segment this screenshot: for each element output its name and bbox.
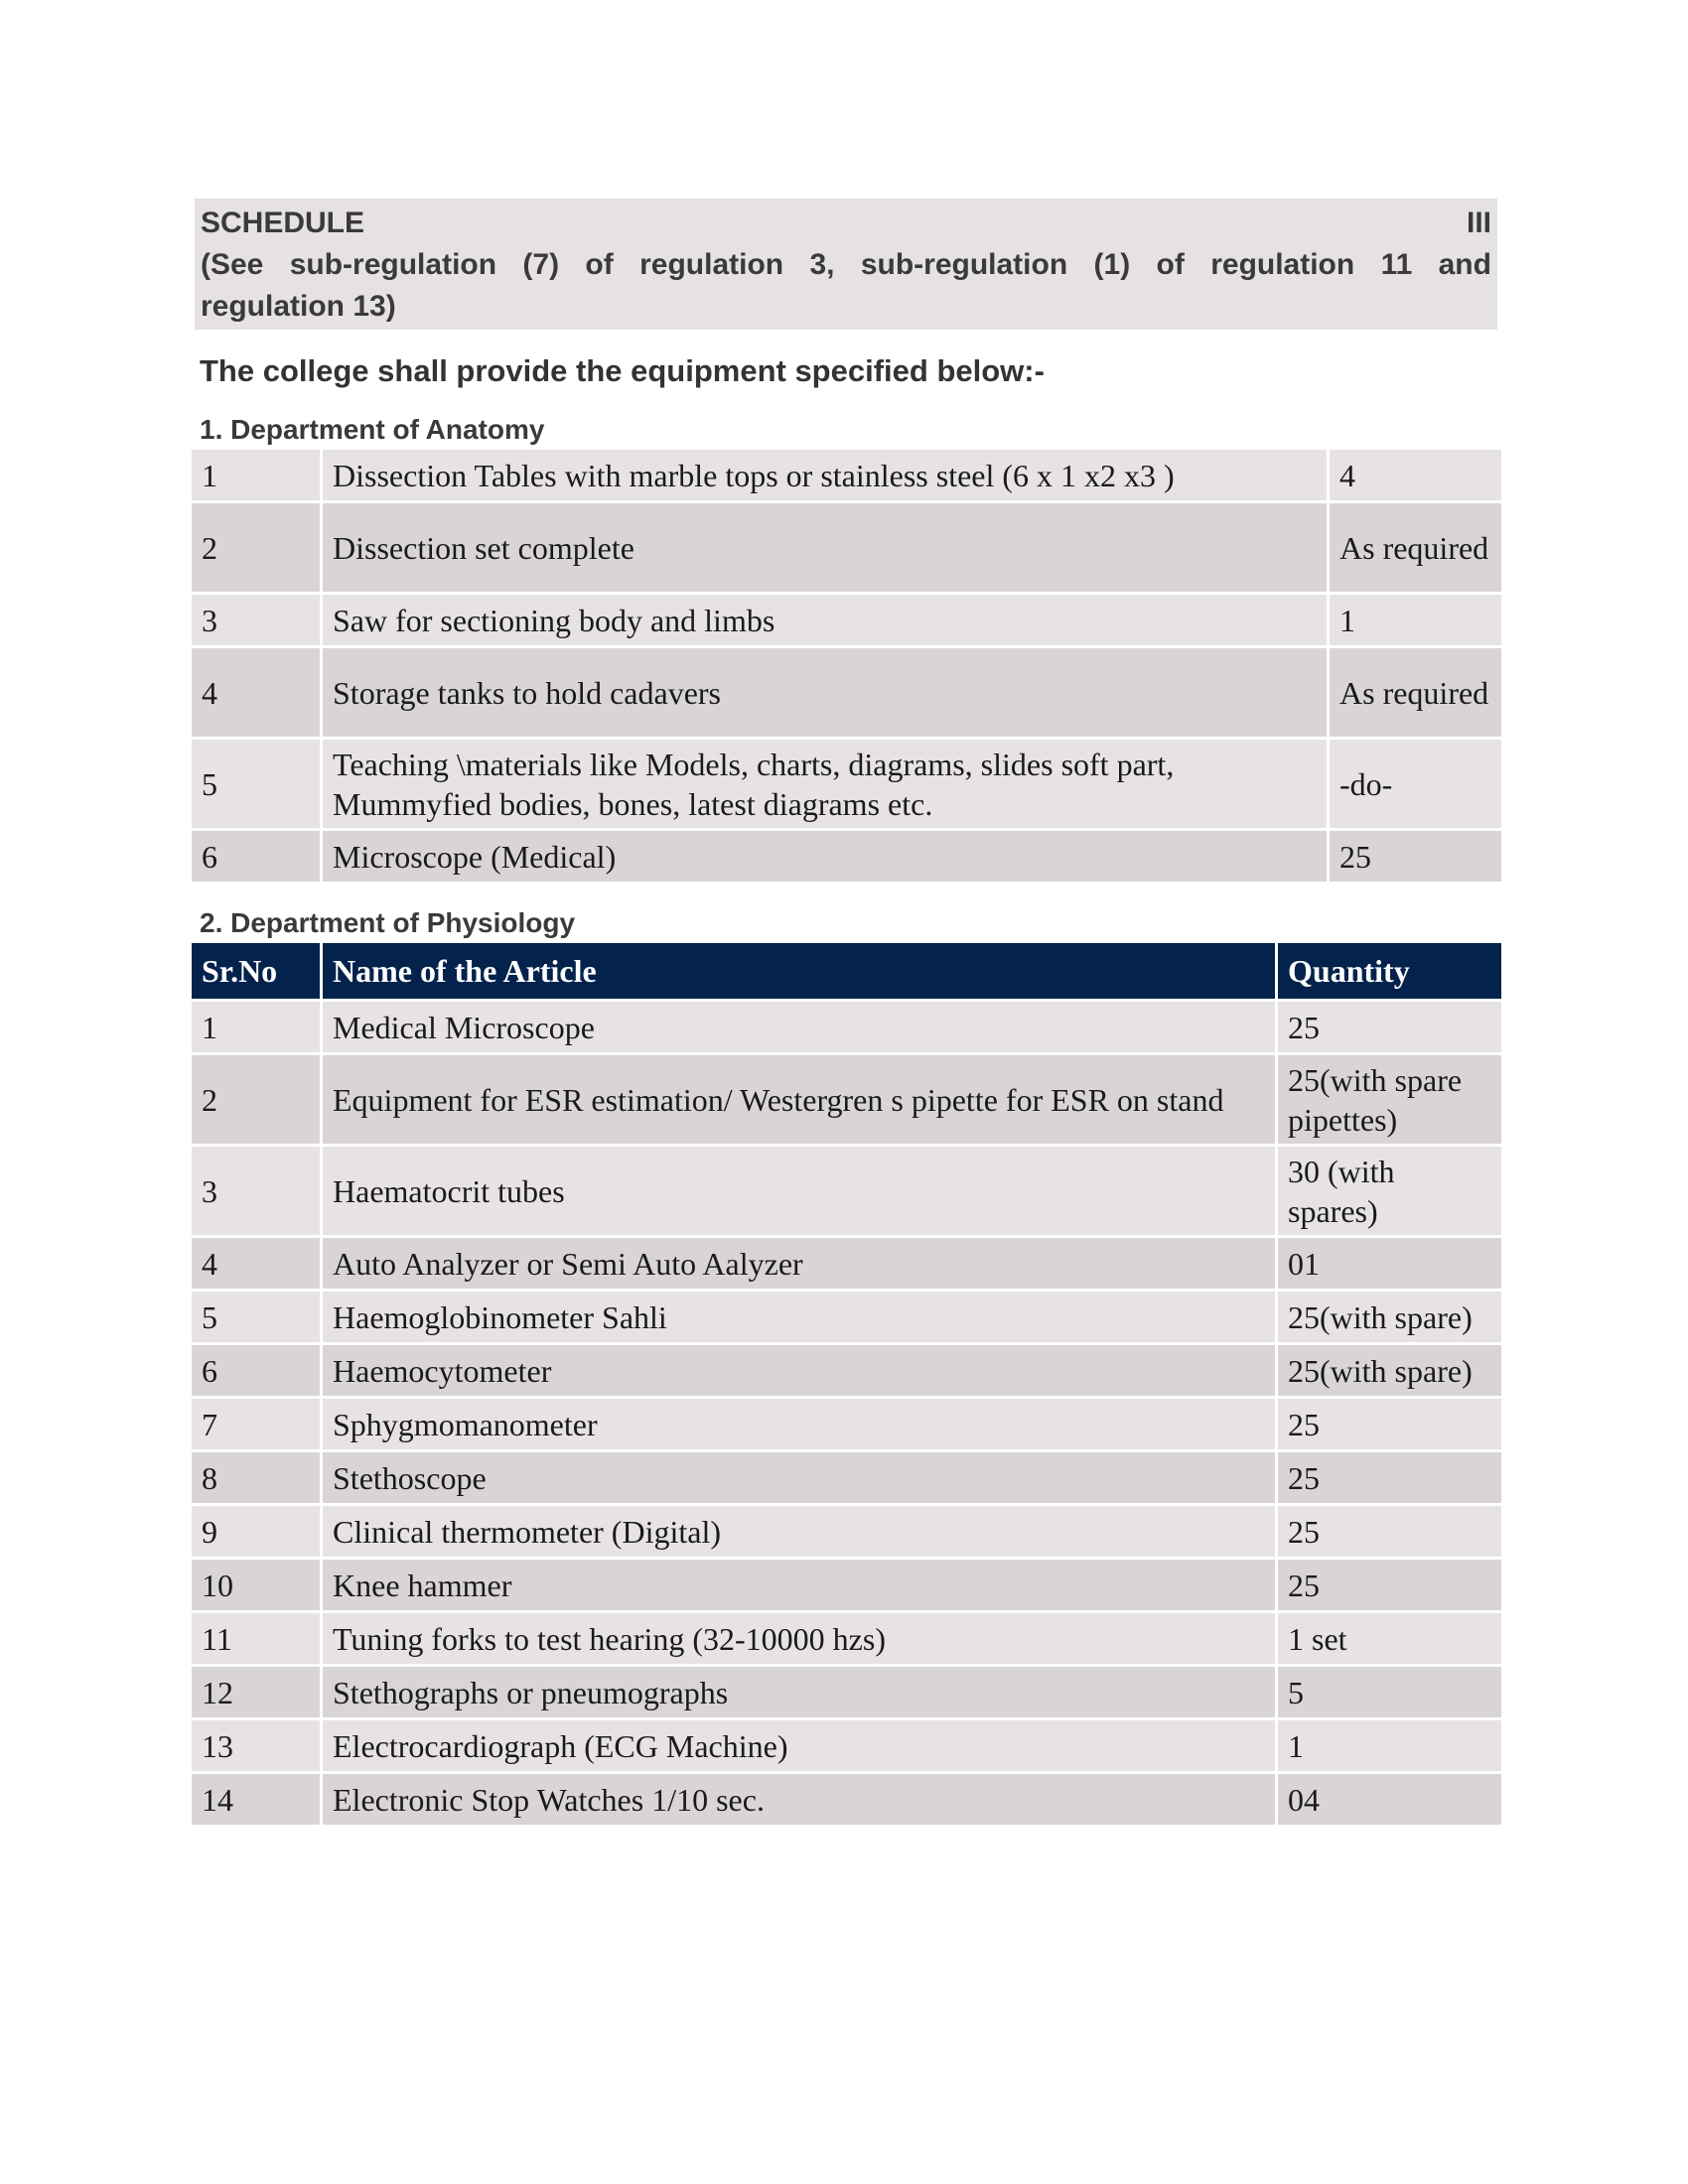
ref-word: (1): [1093, 248, 1131, 281]
article-name-header: Name of the Article: [322, 942, 1277, 1001]
ref-word: regulation: [639, 248, 784, 281]
ref-word: 3,: [809, 248, 835, 281]
sr-no-cell: 7: [191, 1398, 322, 1451]
table-header-row: [191, 942, 1503, 1001]
sr-no-cell: 10: [191, 1559, 322, 1612]
sr-no-header: Sr.No: [191, 942, 322, 1001]
physiology-table: [189, 940, 1504, 1828]
intro-text: The college shall provide the equipment specified below:-: [200, 353, 1045, 388]
quantity-cell: 25(with spare): [1277, 1344, 1503, 1398]
article-name-cell: Electronic Stop Watches 1/10 sec.: [322, 1773, 1277, 1827]
quantity-cell: 25(with spare): [1277, 1291, 1503, 1344]
table-row: [191, 1146, 1503, 1237]
schedule-title: SCHEDULE: [201, 206, 365, 239]
quantity-cell: 4: [1329, 449, 1503, 502]
schedule-reference-line: [201, 244, 1491, 286]
table-row: [191, 1237, 1503, 1291]
article-name-cell: Storage tanks to hold cadavers: [322, 647, 1329, 739]
anatomy-heading: 1. Department of Anatomy: [200, 414, 545, 445]
sr-no-cell: 13: [191, 1719, 322, 1773]
quantity-cell: 25: [1277, 1559, 1503, 1612]
table-row: [191, 739, 1503, 830]
quantity-cell: 25: [1277, 1001, 1503, 1054]
article-name-cell: Electrocardiograph (ECG Machine): [322, 1719, 1277, 1773]
sr-no-cell: 4: [191, 647, 322, 739]
schedule-header: [195, 199, 1497, 330]
sr-no-cell: 1: [191, 1001, 322, 1054]
table-row: [191, 1344, 1503, 1398]
table-row: [191, 502, 1503, 594]
article-name-cell: Saw for sectioning body and limbs: [322, 594, 1329, 647]
ref-word: and: [1438, 248, 1491, 281]
quantity-cell: As required: [1329, 502, 1503, 594]
document-page: [189, 199, 1501, 1828]
ref-word: regulation: [1210, 248, 1355, 281]
table-row: [191, 1666, 1503, 1719]
ref-word: of: [585, 248, 614, 281]
article-name-cell: Dissection set complete: [322, 502, 1329, 594]
schedule-title-line: [201, 203, 1491, 244]
ref-word: 11: [1380, 248, 1413, 281]
ref-word: sub-regulation: [289, 248, 497, 281]
quantity-cell: 30 (with spares): [1277, 1146, 1503, 1237]
table-row: [191, 1612, 1503, 1666]
quantity-cell: 25: [1277, 1505, 1503, 1559]
sr-no-cell: 3: [191, 594, 322, 647]
quantity-cell: 04: [1277, 1773, 1503, 1827]
sr-no-cell: 5: [191, 739, 322, 830]
article-name-cell: Haemoglobinometer Sahli: [322, 1291, 1277, 1344]
sr-no-cell: 11: [191, 1612, 322, 1666]
ref-word: (7): [522, 248, 560, 281]
article-name-cell: Stethoscope: [322, 1451, 1277, 1505]
quantity-cell: 25: [1329, 830, 1503, 884]
article-name-cell: Teaching \materials like Models, charts, diagrams, slides soft part, Mummyfied bodies, bones, latest diagrams etc.: [322, 739, 1329, 830]
table-row: [191, 1001, 1503, 1054]
sr-no-cell: 6: [191, 1344, 322, 1398]
quantity-cell: 1 set: [1277, 1612, 1503, 1666]
physiology-heading: 2. Department of Physiology: [200, 907, 576, 938]
quantity-cell: 1: [1277, 1719, 1503, 1773]
schedule-reference-end: regulation 13): [201, 290, 396, 323]
sr-no-cell: 5: [191, 1291, 322, 1344]
sr-no-cell: 2: [191, 502, 322, 594]
article-name-cell: Sphygmomanometer: [322, 1398, 1277, 1451]
table-row: [191, 594, 1503, 647]
article-name-cell: Haemocytometer: [322, 1344, 1277, 1398]
sr-no-cell: 3: [191, 1146, 322, 1237]
ref-word: sub-regulation: [860, 248, 1068, 281]
table-row: [191, 449, 1503, 502]
quantity-cell: 1: [1329, 594, 1503, 647]
article-name-cell: Knee hammer: [322, 1559, 1277, 1612]
article-name-cell: Tuning forks to test hearing (32-10000 hzs): [322, 1612, 1277, 1666]
article-name-cell: Haematocrit tubes: [322, 1146, 1277, 1237]
table-row: [191, 1451, 1503, 1505]
sr-no-cell: 9: [191, 1505, 322, 1559]
anatomy-table: [189, 447, 1504, 885]
article-name-cell: Medical Microscope: [322, 1001, 1277, 1054]
quantity-cell: 01: [1277, 1237, 1503, 1291]
table-row: [191, 1054, 1503, 1146]
sr-no-cell: 2: [191, 1054, 322, 1146]
table-row: [191, 1559, 1503, 1612]
quantity-cell: 25(with spare pipettes): [1277, 1054, 1503, 1146]
quantity-cell: As required: [1329, 647, 1503, 739]
ref-word: of: [1156, 248, 1185, 281]
table-row: [191, 1773, 1503, 1827]
quantity-header: Quantity: [1277, 942, 1503, 1001]
sr-no-cell: 14: [191, 1773, 322, 1827]
sr-no-cell: 1: [191, 449, 322, 502]
article-name-cell: Equipment for ESR estimation/ Westergren s pipette for ESR on stand: [322, 1054, 1277, 1146]
article-name-cell: Stethographs or pneumographs: [322, 1666, 1277, 1719]
sr-no-cell: 12: [191, 1666, 322, 1719]
table-row: [191, 830, 1503, 884]
sr-no-cell: 8: [191, 1451, 322, 1505]
table-row: [191, 1505, 1503, 1559]
article-name-cell: Microscope (Medical): [322, 830, 1329, 884]
table-row: [191, 1719, 1503, 1773]
quantity-cell: -do-: [1329, 739, 1503, 830]
article-name-cell: Dissection Tables with marble tops or stainless steel (6 x 1 x2 x3 ): [322, 449, 1329, 502]
article-name-cell: Clinical thermometer (Digital): [322, 1505, 1277, 1559]
quantity-cell: 5: [1277, 1666, 1503, 1719]
table-row: [191, 1291, 1503, 1344]
quantity-cell: 25: [1277, 1451, 1503, 1505]
table-row: [191, 1398, 1503, 1451]
sr-no-cell: 4: [191, 1237, 322, 1291]
article-name-cell: Auto Analyzer or Semi Auto Aalyzer: [322, 1237, 1277, 1291]
sr-no-cell: 6: [191, 830, 322, 884]
quantity-cell: 25: [1277, 1398, 1503, 1451]
ref-word: (See: [201, 248, 264, 281]
schedule-number: III: [1466, 206, 1491, 239]
table-row: [191, 647, 1503, 739]
